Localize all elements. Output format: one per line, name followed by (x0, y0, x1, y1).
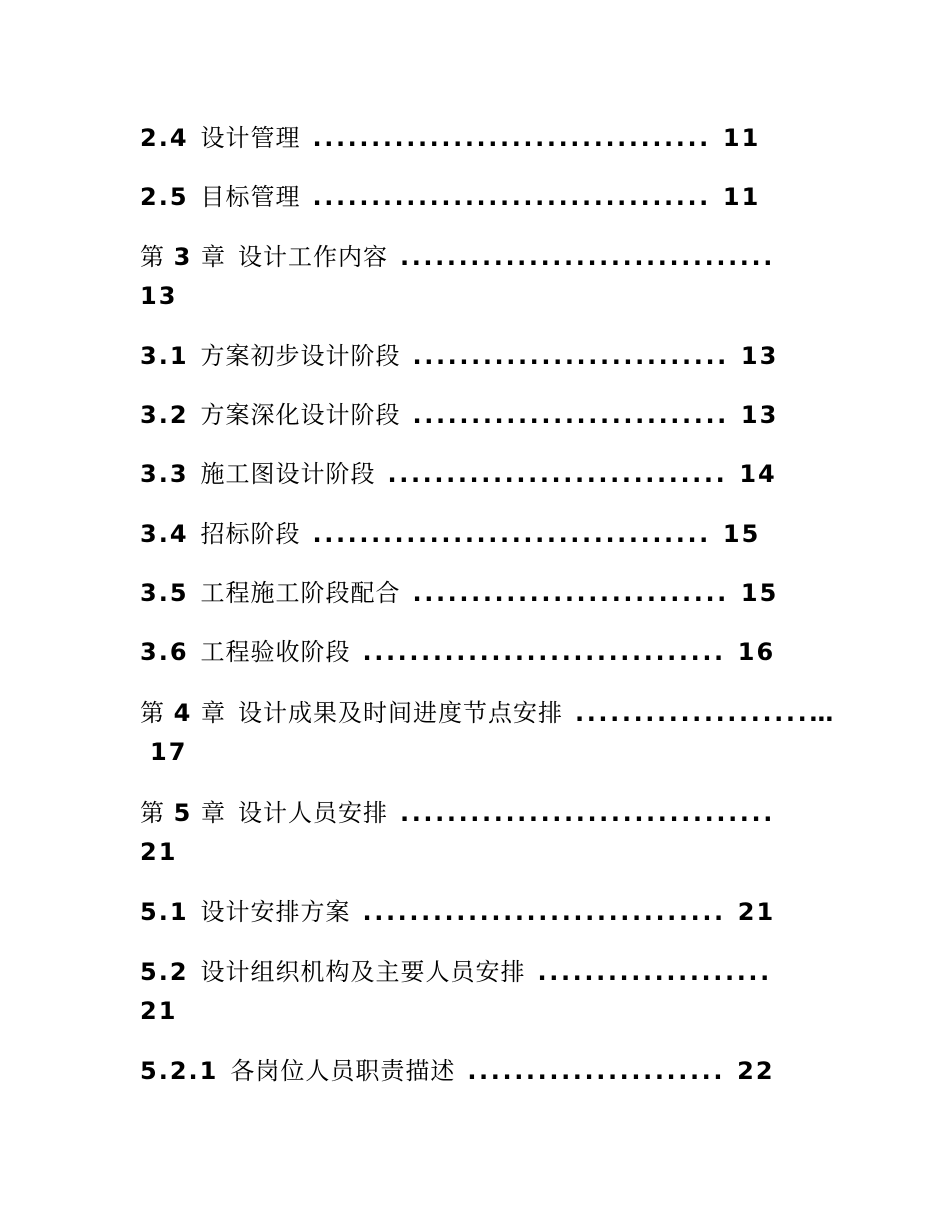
toc-entry[interactable] (140, 1056, 775, 1086)
chapter-prefix: 第 (140, 799, 165, 827)
toc-entry[interactable] (140, 519, 760, 549)
leader-dots: .................................. (312, 124, 711, 152)
page-number[interactable]: 17 (150, 738, 188, 766)
leader-dots: ................................ (399, 243, 775, 271)
section-number: 2.5 (140, 183, 189, 211)
leader-dots: ........................... (412, 401, 729, 429)
toc-entry[interactable] (140, 637, 775, 667)
page-number: 11 (722, 183, 761, 211)
leader-dots: ....................… (574, 699, 836, 727)
leader-dots: ...................... (467, 1057, 726, 1085)
section-title: 设计管理 (200, 124, 301, 152)
page-number: 13 (740, 342, 779, 370)
section-number: 3.2 (140, 401, 189, 429)
chapter-number: 3 (173, 243, 193, 271)
section-title: 设计成果及时间进度节点安排 (237, 699, 563, 727)
leader-dots: ............................. (387, 460, 728, 488)
section-title: 施工图设计阶段 (200, 460, 376, 488)
toc-entry[interactable] (140, 182, 760, 212)
leader-dots: .................... (537, 958, 772, 986)
toc-entry[interactable] (140, 459, 777, 489)
page-number: 14 (739, 460, 777, 488)
chapter-prefix: 第 (140, 699, 165, 727)
page-number: 22 (737, 1057, 775, 1085)
toc-entry[interactable] (140, 957, 772, 987)
toc-entry[interactable] (140, 341, 778, 371)
section-title: 设计工作内容 (237, 243, 388, 271)
leader-dots: ........................... (412, 342, 729, 370)
toc-entry-chapter[interactable] (140, 798, 775, 828)
section-title: 设计安排方案 (200, 898, 351, 926)
chapter-prefix: 第 (140, 243, 165, 271)
page-number[interactable]: 21 (140, 838, 178, 866)
section-title: 各岗位人员职责描述 (230, 1057, 456, 1085)
leader-dots: .................................. (312, 520, 711, 548)
leader-dots: ............................... (362, 638, 726, 666)
section-number: 3.6 (140, 638, 189, 666)
toc-entry-chapter[interactable] (140, 242, 775, 272)
section-number: 5.1 (140, 898, 189, 926)
page-number[interactable]: 21 (140, 997, 178, 1025)
leader-dots: ........................... (412, 579, 729, 607)
page-number: 21 (737, 898, 776, 926)
toc-entry[interactable] (140, 400, 778, 430)
toc-entry[interactable] (140, 123, 760, 153)
chapter-number: 5 (173, 799, 193, 827)
section-title: 招标阶段 (200, 520, 301, 548)
page-number: 15 (740, 579, 779, 607)
section-number: 3.4 (140, 520, 189, 548)
section-title: 方案初步设计阶段 (200, 342, 401, 370)
page-number[interactable]: 13 (140, 282, 178, 310)
section-number: 5.2 (140, 958, 189, 986)
section-title: 设计组织机构及主要人员安排 (200, 958, 526, 986)
section-number: 5.2.1 (140, 1057, 219, 1085)
section-number: 3.3 (140, 460, 189, 488)
page-number: 13 (740, 401, 779, 429)
section-title: 方案深化设计阶段 (200, 401, 401, 429)
section-title: 工程施工阶段配合 (200, 579, 401, 607)
chapter-suffix: 章 (200, 799, 226, 827)
section-title: 目标管理 (200, 183, 301, 211)
leader-dots: ............................... (362, 898, 726, 926)
toc-entry[interactable] (140, 578, 778, 608)
toc-entry-chapter[interactable] (140, 698, 836, 728)
chapter-suffix: 章 (200, 699, 226, 727)
leader-dots: ................................ (399, 799, 775, 827)
page-number: 16 (737, 638, 776, 666)
page-number: 11 (722, 124, 761, 152)
toc-entry[interactable] (140, 897, 775, 927)
section-number: 2.4 (140, 124, 189, 152)
section-number: 3.5 (140, 579, 189, 607)
leader-dots: .................................. (312, 183, 711, 211)
section-title: 工程验收阶段 (200, 638, 351, 666)
page-number: 15 (722, 520, 761, 548)
section-number: 3.1 (140, 342, 189, 370)
section-title: 设计人员安排 (237, 799, 388, 827)
chapter-suffix: 章 (200, 243, 226, 271)
chapter-number: 4 (173, 699, 193, 727)
